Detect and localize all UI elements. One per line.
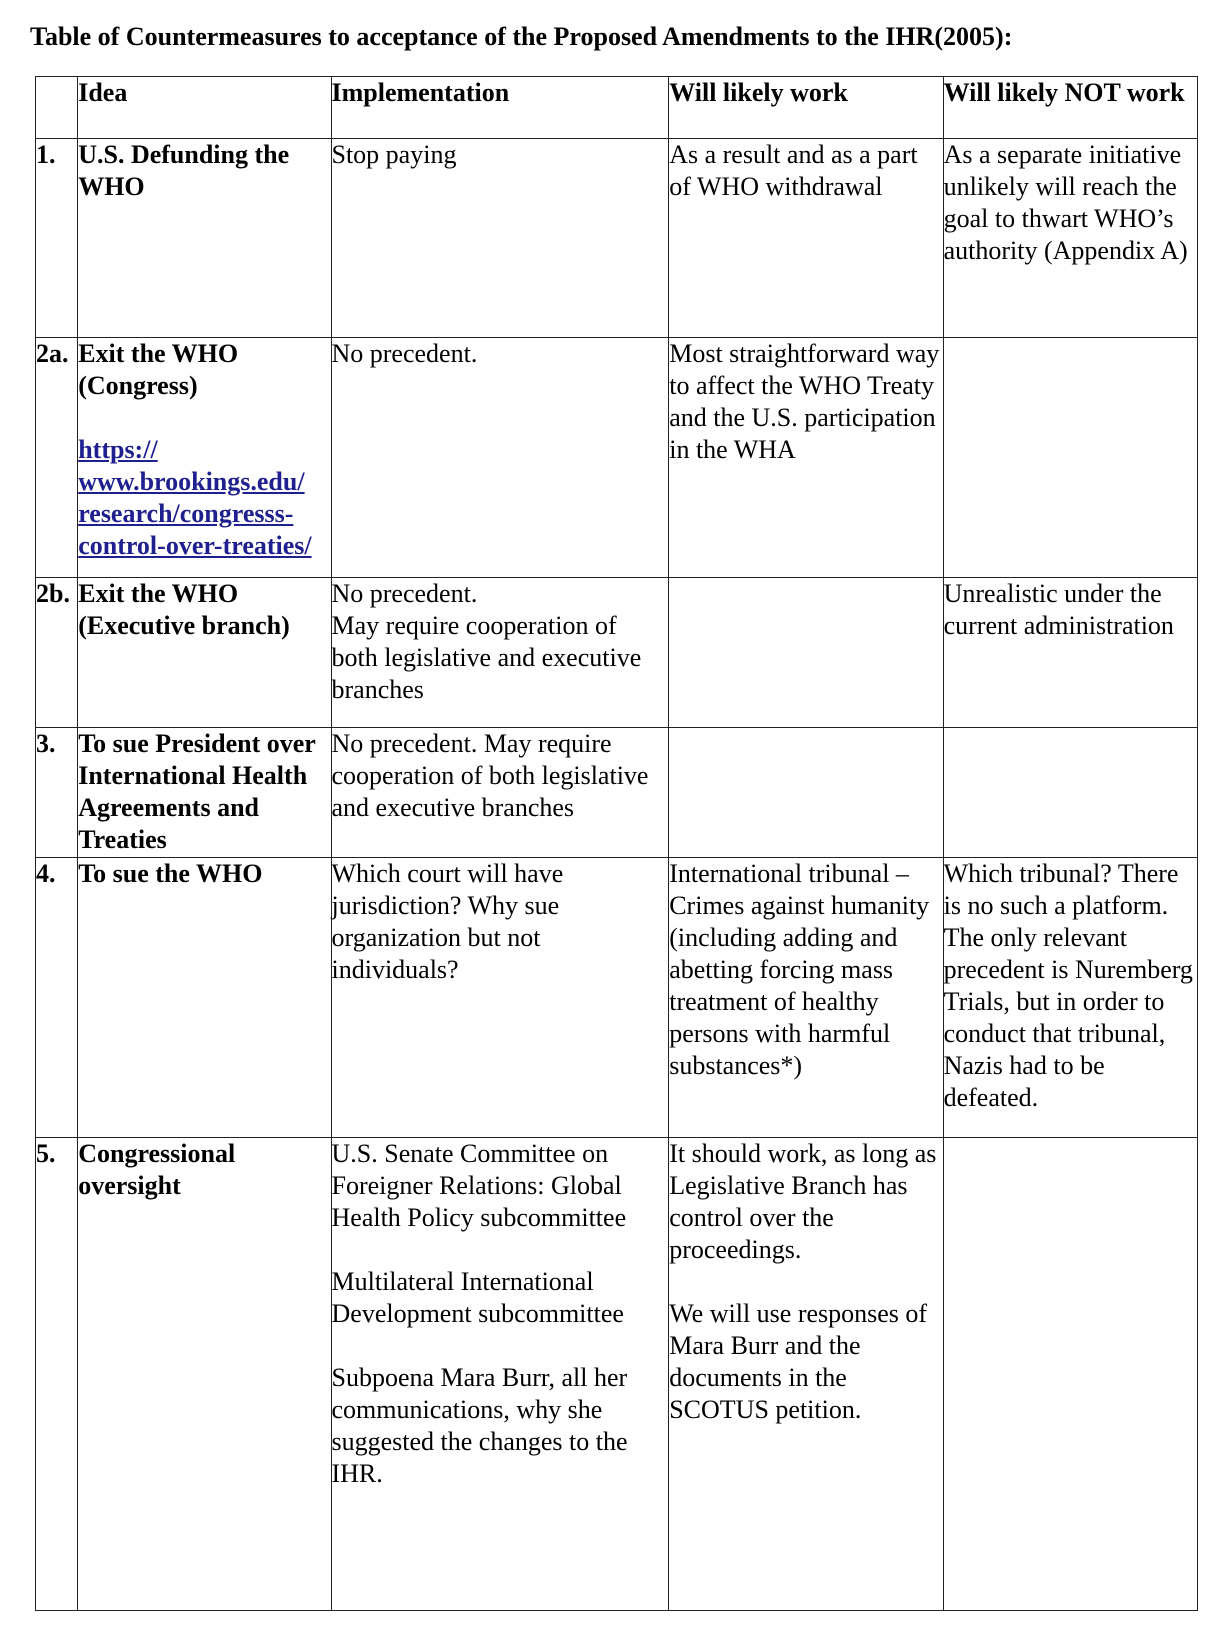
will-work-line: We will use responses of Mara Burr and the documents in the SCOTUS petition. [669,1299,928,1424]
implementation-cell: No precedent. May require cooperation of both legislative and executive branches [331,728,669,858]
idea-cell: Congressional oversight [78,1138,331,1611]
will-not-work-cell [943,728,1197,858]
countermeasures-table [35,76,1198,1611]
implementation-line: Multilateral International Development subcommittee [331,1267,624,1328]
header-implementation: Implementation [331,77,669,139]
implementation-line: Subpoena Mara Burr, all her communications, why she suggested the changes to the IHR. [331,1363,628,1488]
table-row [36,139,1198,338]
will-work-cell: Most straightforward way to affect the WHO Treaty and the U.S. participation in the WHA [669,338,943,578]
implementation-cell [331,1138,669,1611]
will-not-work-line: Which tribunal? There is no such a platform. [943,859,1179,920]
header-row [36,77,1198,139]
will-work-cell [669,578,943,728]
implementation-line: No precedent. [331,579,478,608]
will-work-cell [669,728,943,858]
table-row [36,728,1198,858]
header-idea: Idea [78,77,331,139]
header-will-work: Will likely work [669,77,943,139]
idea-cell [78,338,331,578]
table-row [36,338,1198,578]
will-work-cell: As a result and as a part of WHO withdrawal [669,139,943,338]
will-not-work-cell: Unrealistic under the current administration [943,578,1197,728]
idea-cell: To sue President over International Health Agreements and Treaties [78,728,331,858]
implementation-line: May require cooperation of both legislative and executive branches [331,611,642,704]
table-row [36,858,1198,1138]
will-not-work-cell [943,1138,1197,1611]
header-will-not-work: Will likely NOT work [943,77,1197,139]
will-work-cell [669,1138,943,1611]
will-work-cell: International tribunal – Crimes against humanity (including adding and abetting forcing mass treatment of healthy persons with harmful substances*) [669,858,943,1138]
idea-text: Exit the WHO (Congress) [78,339,239,400]
will-not-work-cell [943,858,1197,1138]
idea-cell: Exit the WHO (Executive branch) [78,578,331,728]
row-number: 2b. [36,578,78,728]
implementation-cell [331,578,669,728]
table-row [36,578,1198,728]
row-number: 5. [36,1138,78,1611]
implementation-cell: Which court will have jurisdiction? Why sue organization but not individuals? [331,858,669,1138]
implementation-cell: No precedent. [331,338,669,578]
will-work-line: It should work, as long as Legislative Branch has control over the proceedings. [669,1139,937,1264]
row-number: 2a. [36,338,78,578]
row-number: 4. [36,858,78,1138]
will-not-work-line: The only relevant precedent is Nuremberg Trials, but in order to conduct that tribunal, Nazis had to be defeated. [943,923,1193,1112]
table-row [36,1138,1198,1611]
header-num [36,77,78,139]
brookings-link[interactable]: https:// www.brookings.edu/ research/congresss-control-over-treaties/ [78,435,312,560]
will-not-work-cell: As a separate initiative unlikely will reach the goal to thwart WHO’s authority (Appendix A) [943,139,1197,338]
document-title: Table of Countermeasures to acceptance of the Proposed Amendments to the IHR(2005): [30,22,1013,51]
implementation-cell: Stop paying [331,139,669,338]
row-number: 3. [36,728,78,858]
row-number: 1. [36,139,78,338]
idea-cell: U.S. Defunding the WHO [78,139,331,338]
will-not-work-cell [943,338,1197,578]
implementation-line: U.S. Senate Committee on Foreigner Relations: Global Health Policy subcommittee [331,1139,627,1232]
idea-cell: To sue the WHO [78,858,331,1138]
